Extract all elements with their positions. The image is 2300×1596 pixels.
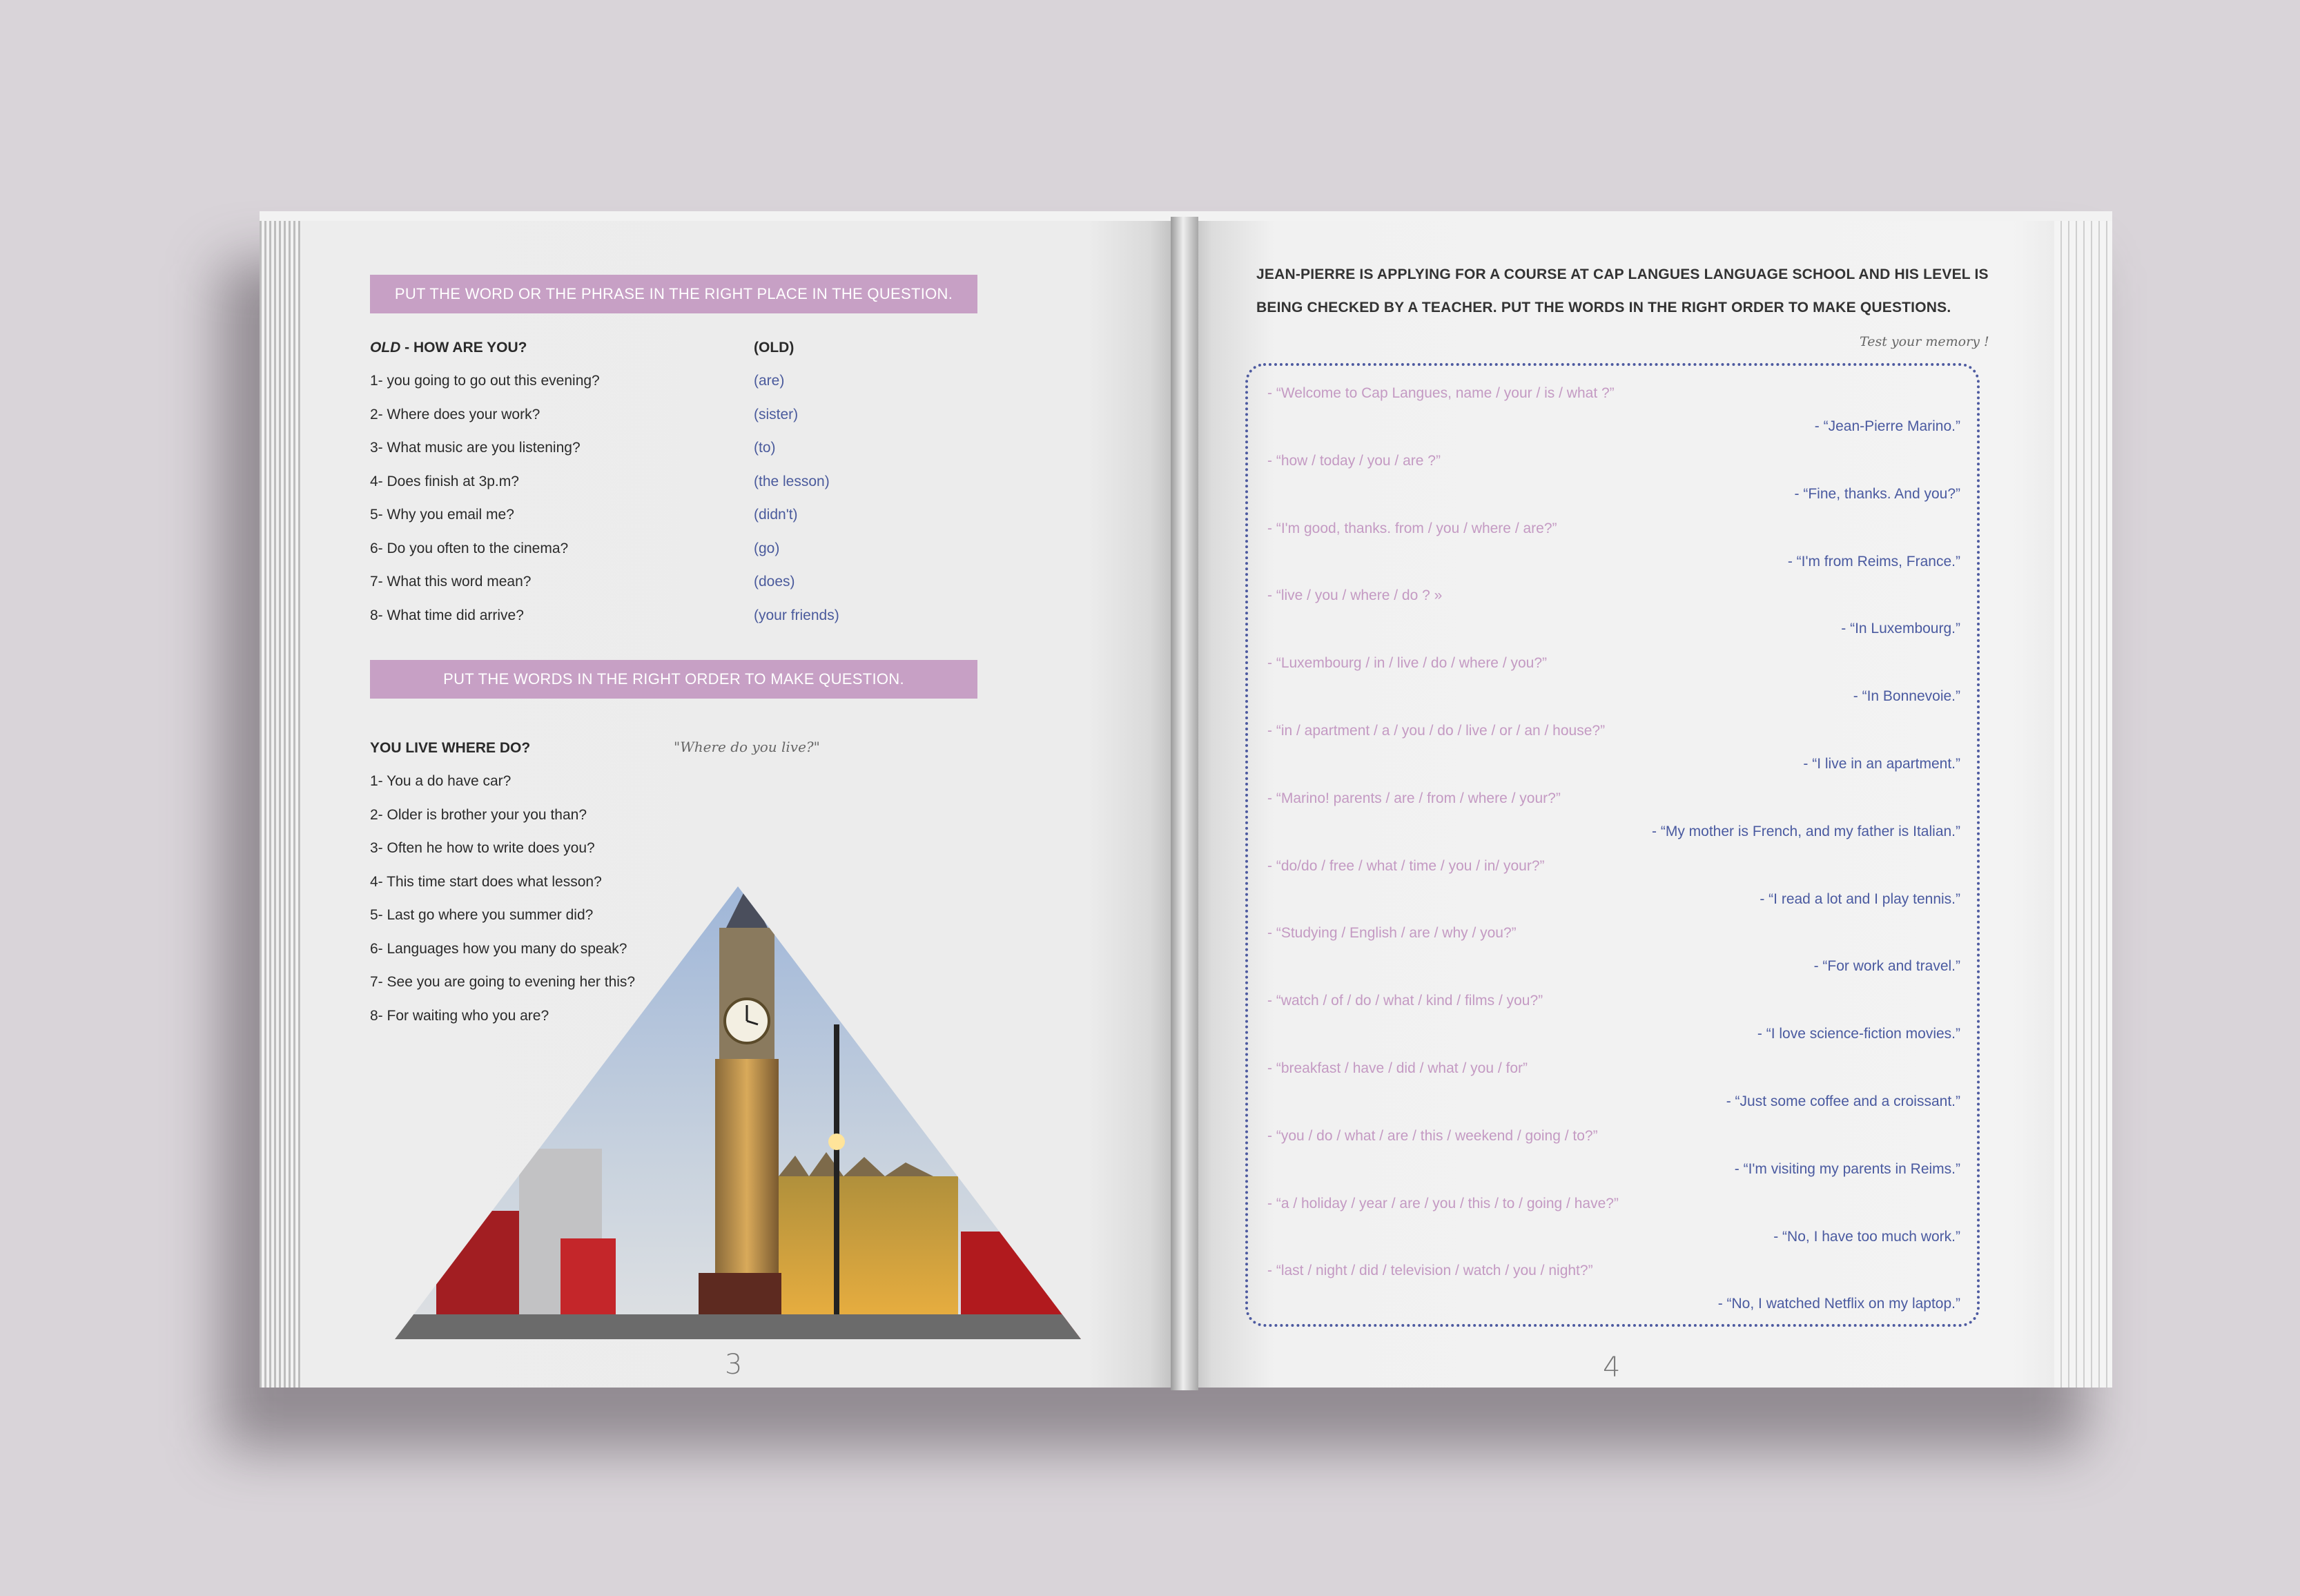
dialogue-question: - “Welcome to Cap Langues, name / your / is / what ?” [1267,385,1615,401]
dialogue-question: - “live / you / where / do ? » [1267,587,1443,604]
exercise-2-question: 8- For waiting who you are? [370,1007,549,1024]
dialogue-answer: - “No, I watched Netflix on my laptop.” [1717,1296,1960,1312]
exercise-1-question: 3- What music are you listening? [370,440,581,456]
dialogue-question: - “in / apartment / a / you / do / live / or / an / house?” [1267,723,1606,739]
exercise-1-hint: (go) [754,540,780,556]
example-question [370,340,527,356]
exercise-2-question: 7- See you are going to evening her this? [370,974,636,990]
example-word: OLD [370,340,401,356]
instruction-line-1: JEAN-PIERRE IS APPLYING FOR A COURSE AT CAP LANGUES LANGUAGE SCHOOL AND HIS LEVEL IS [1256,266,1989,282]
dialogue-question: - “Studying / English / are / why / you?” [1267,925,1517,942]
dialogue-answer: - “In Bonnevoie.” [1853,688,1960,705]
exercise-2-question: 2- Older is brother your you than? [370,806,587,823]
exercise-2-question: 1- You a do have car? [370,773,511,789]
dialogue-question: - “Luxembourg / in / live / do / where / you?” [1267,655,1548,672]
dialogue-question: - “how / today / you / are ?” [1267,452,1441,469]
exercise-banner-2: PUT THE WORDS IN THE RIGHT ORDER TO MAKE QUESTION. [370,660,977,699]
dialogue-answer: - “No, I have too much work.” [1773,1228,1960,1245]
memory-note: Test your memory ! [1860,334,1989,349]
example-text: - HOW ARE YOU? [405,340,527,356]
book-spine [1171,217,1198,1390]
right-page-edge [2054,221,2112,1388]
dialogue-question: - “Marino! parents / are / from / where / your?” [1267,790,1561,806]
exercise-2-question: 4- This time start does what lesson? [370,873,602,890]
dialogue-question: - “you / do / what / are / this / weekend / going / to?” [1267,1127,1598,1144]
dialogue-question: - “a / holiday / year / are / you / this / to / going / have?” [1267,1195,1619,1211]
dialogue-question: - “I'm good, thanks. from / you / where / are?” [1267,520,1557,536]
exercise-1-hint: (to) [754,440,776,456]
exercise-1-hint: (are) [754,373,785,389]
dialogue-question: - “watch / of / do / what / kind / films / you?” [1267,993,1543,1009]
dialogue-answer: - “I love science-fiction movies.” [1757,1026,1960,1042]
dialogue-answer: - “Fine, thanks. And you?” [1794,485,1960,502]
exercise-2-question: 3- Often he how to write does you? [370,840,595,856]
exercise-1-question: 2- Where does your work? [370,406,540,422]
dialogue-answer: - “I'm from Reims, France.” [1787,553,1960,570]
exercise-2-question: 5- Last go where you summer did? [370,907,594,923]
dialogue-answer: - “I'm visiting my parents in Reims.” [1734,1160,1960,1177]
exercise-1-hint: (didn't) [754,507,798,523]
dialogue-question: - “do/do / free / what / time / you / in/ your?” [1267,857,1545,874]
left-page-edge [260,221,301,1388]
exercise-1-question: 4- Does finish at 3p.m? [370,473,519,489]
dialogue-answer: - “I read a lot and I play tennis.” [1760,891,1960,907]
dialogue-answer: - “I live in an apartment.” [1803,756,1960,772]
dialogue-answer: - “Jean-Pierre Marino.” [1814,418,1960,434]
exercise-1-question: 1- you going to go out this evening? [370,373,600,389]
instruction-line-2: BEING CHECKED BY A TEACHER. PUT THE WORDS IN THE RIGHT ORDER TO MAKE QUESTIONS. [1256,300,1951,315]
dialogue-answer: - “In Luxembourg.” [1841,621,1960,637]
exercise-1-hint: (the lesson) [754,473,830,489]
exercise-1-hint: (your friends) [754,607,839,623]
example-hint: (OLD) [754,340,795,356]
exercise-banner-1: PUT THE WORD OR THE PHRASE IN THE RIGHT PLACE IN THE QUESTION. [370,275,977,313]
exercise-1-hint: (does) [754,574,795,590]
dialogue-answer: - “For work and travel.” [1813,958,1960,975]
exercise-1-question: 5- Why you email me? [370,507,514,523]
exercise-1-question: 6- Do you often to the cinema? [370,540,569,556]
exercise-1-question: 7- What this word mean? [370,574,532,590]
example2-question: YOU LIVE WHERE DO? [370,740,531,756]
example2-answer: "Where do you live?" [674,739,820,755]
exercise-1-hint: (sister) [754,406,799,422]
exercise-2-question: 6- Languages how you many do speak? [370,940,627,957]
dialogue-answer: - “Just some coffee and a croissant.” [1726,1093,1960,1109]
exercise-1-question: 8- What time did arrive? [370,607,524,623]
dialogue-box [1245,363,1980,1327]
dialogue-question: - “breakfast / have / did / what / you / for” [1267,1060,1528,1076]
dialogue-question: - “last / night / did / television / watch / you / night?” [1267,1263,1593,1279]
page-number-right: 4 [1603,1352,1621,1383]
page-number-left: 3 [725,1349,743,1381]
dialogue-answer: - “My mother is French, and my father is Italian.” [1652,823,1960,839]
